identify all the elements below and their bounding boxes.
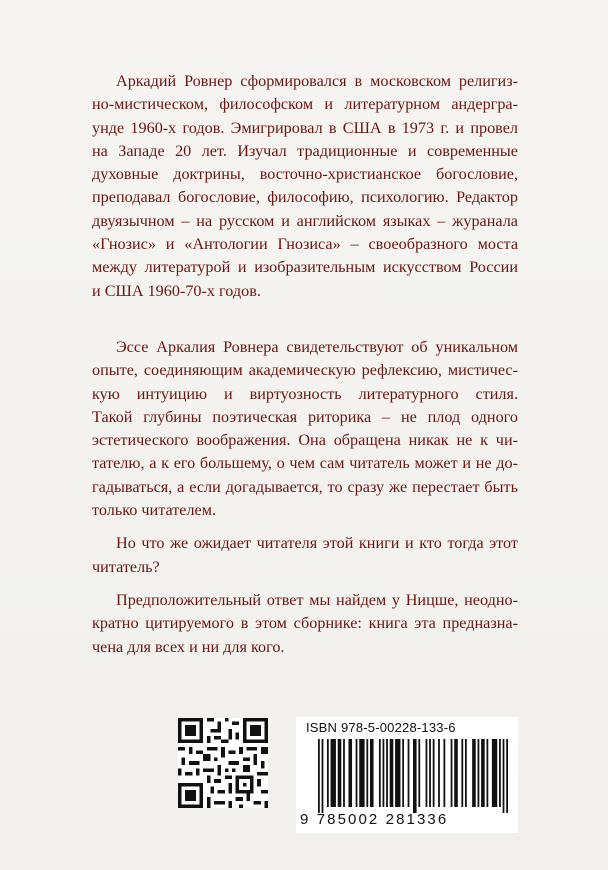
- question-line: читатель?: [92, 557, 160, 576]
- qr-code-icon: [178, 718, 268, 808]
- bio-line: на Западе 20 лет. Изучал традиционные и современные: [92, 141, 518, 160]
- bio-line: унде 1960-х годов. Эмигрировал в США в 1973 г. и провел: [92, 118, 518, 137]
- bio-line: духовные доктрины, восточно-христианское богословие,: [92, 165, 518, 184]
- annotation-line: опыте, соединяющим академическую рефлексию, мистичес-: [92, 361, 518, 380]
- annotation-line: только читателем.: [92, 501, 217, 520]
- barcode-icon: [318, 739, 508, 813]
- annotation-line: тателю, а к его большему, о чем сам читатель может и не до-: [92, 454, 518, 473]
- bio-line: но-мистическом, философском и литературном андергра-: [92, 95, 518, 114]
- answer-line: Предположительный ответ мы найдем у Ницше, неодно-: [116, 590, 518, 609]
- author-bio-paragraph: [92, 70, 518, 303]
- question-line: Но что же ожидает читателя этой книги и кто тогда этот: [116, 534, 518, 553]
- annotation-line: Такой глубины поэтическая риторика – не плод одного: [92, 407, 518, 426]
- answer-paragraph: [92, 589, 518, 659]
- bio-line: Аркадий Ровнер сформировался в московском религиз-: [116, 72, 518, 90]
- annotation-line: эстетического воображения. Она обращена никак не к чи-: [92, 431, 518, 450]
- answer-line: кратно цитируемого в этом сборнике: книга эта предназна-: [92, 614, 518, 633]
- answer-line: чена для всех и ни для кого.: [92, 637, 285, 656]
- bio-line: преподавал богословие, философию, психологию. Редактор: [92, 188, 518, 207]
- annotation-text: [92, 336, 518, 659]
- annotation-line: кую интуицию и виртуозность литературного стиля.: [92, 384, 518, 403]
- question-paragraph: [92, 532, 518, 579]
- bio-line: двуязычном – на русском и английском языках – журанала: [92, 211, 518, 230]
- bio-line: между литературой и изобразительным искусством России: [92, 258, 518, 277]
- bio-line: «Гнозис» и «Антологии Гнозиса» – своеобразного моста: [92, 235, 518, 254]
- annotation-line: Эссе Аркалия Ровнера свидетельствуют об уникальном: [116, 338, 518, 356]
- annotation-line: гадываться, а если догадывается, то сразу же перестает быть: [92, 477, 518, 496]
- isbn-label: ISBN 978-5-00228-133-6: [306, 720, 456, 735]
- annotation-paragraph: [92, 336, 518, 522]
- isbn-digits: 9 785002 281336: [300, 811, 449, 828]
- bio-line: и США 1960-70-х годов.: [92, 281, 261, 300]
- isbn-barcode-block: [296, 717, 518, 833]
